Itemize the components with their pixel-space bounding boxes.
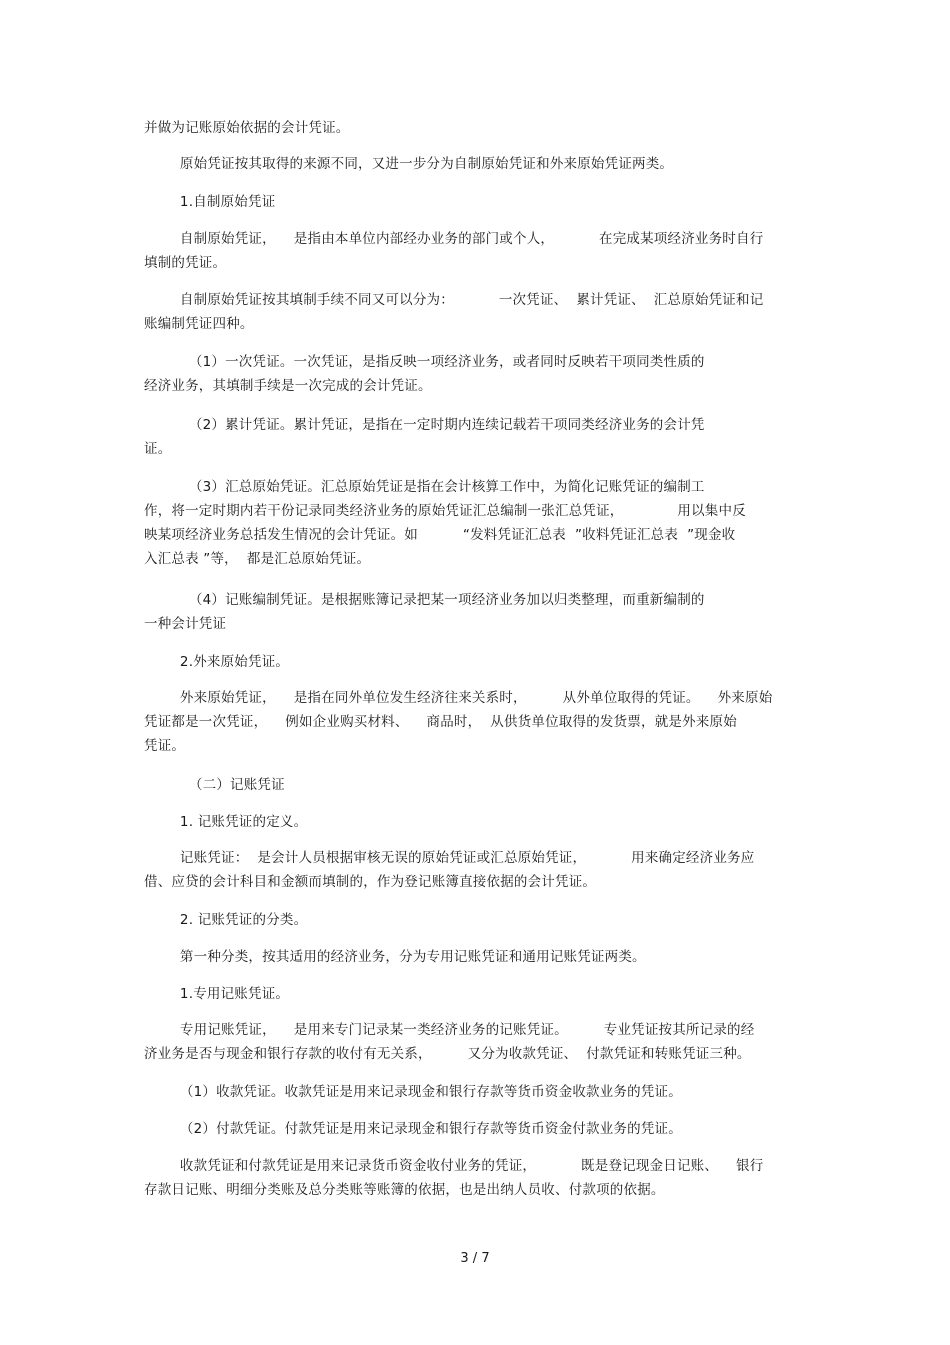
text-line: 2. 记账凭证的分类。 <box>144 912 308 928</box>
paragraph <box>144 116 804 140</box>
section-heading <box>144 190 804 214</box>
text-line: 映某项经济业务总括发生情况的会计凭证。如 “发料凭证汇总表 ”收料凭证汇总表 ”现金收 <box>144 527 736 543</box>
text-line: 专用记账凭证， 是用来专门记录某一类经济业务的记账凭证。 专业凭证按其所记录的经 <box>144 1022 755 1038</box>
text-line: （1）收款凭证。收款凭证是用来记录现金和银行存款等货币资金收款业务的凭证。 <box>144 1084 682 1100</box>
text-line: 2.外来原始凭证。 <box>144 654 290 670</box>
text-line: 收款凭证和付款凭证是用来记录货币资金收付业务的凭证， 既是登记现金日记账、 银行 <box>144 1158 764 1174</box>
text-line: 自制原始凭证按其填制手续不同又可以分为： 一次凭证、 累计凭证、 汇总原始凭证和记 <box>144 292 764 308</box>
text-line: 济业务是否与现金和银行存款的收付有无关系， 又分为收款凭证、 付款凭证和转账凭证三种。 <box>144 1046 751 1062</box>
text-line: 一种会计凭证 <box>144 616 227 632</box>
text-line: 1. 记账凭证的定义。 <box>144 814 308 830</box>
paragraph <box>144 475 804 571</box>
paragraph <box>144 1117 804 1141</box>
text-line: （二）记账凭证 <box>144 777 285 793</box>
paragraph <box>144 588 804 636</box>
text-line: 作，将一定时期内若干份记录同类经济业务的原始凭证汇总编制一张汇总凭证， 用以集中反 <box>144 503 746 519</box>
text-line: 入汇总表 ”等， 都是汇总原始凭证。 <box>144 551 371 567</box>
text-line: 外来原始凭证， 是指在同外单位发生经济往来关系时， 从外单位取得的凭证。 外来原始 <box>144 690 773 706</box>
paragraph <box>144 288 804 336</box>
text-line: （3）汇总原始凭证。汇总原始凭证是指在会计核算工作中，为简化记账凭证的编制工 <box>144 479 705 495</box>
page-number: 3 / 7 <box>460 1251 490 1266</box>
paragraph <box>144 846 804 894</box>
text-line: 凭证都是一次凭证， 例如企业购买材料、 商品时， 从供货单位取得的发货票，就是外来原始 <box>144 714 737 730</box>
text-line: 1.自制原始凭证 <box>144 194 276 210</box>
text-line: 并做为记账原始依据的会计凭证。 <box>144 120 350 136</box>
text-line: （2）累计凭证。累计凭证，是指在一定时期内连续记载若干项同类经济业务的会计凭 <box>144 417 705 433</box>
paragraph <box>144 1154 804 1202</box>
paragraph <box>144 1080 804 1104</box>
text-line: 记账凭证： 是会计人员根据审核无误的原始凭证或汇总原始凭证， 用来确定经济业务应 <box>144 850 755 866</box>
text-line: （1）一次凭证。一次凭证，是指反映一项经济业务，或者同时反映若干项同类性质的 <box>144 354 705 370</box>
text-line: 1.专用记账凭证。 <box>144 986 290 1002</box>
paragraph <box>144 413 804 461</box>
text-line: 第一种分类，按其适用的经济业务，分为专用记账凭证和通用记账凭证两类。 <box>144 949 646 965</box>
text-line: 填制的凭证。 <box>144 255 227 271</box>
text-line: （4）记账编制凭证。是根据账簿记录把某一项经济业务加以归类整理，而重新编制的 <box>144 592 705 608</box>
section-heading <box>144 908 804 932</box>
paragraph <box>144 1018 804 1066</box>
text-line: 借、应贷的会计科目和金额而填制的，作为登记账簿直接依据的会计凭证。 <box>144 874 597 890</box>
section-heading <box>144 773 804 797</box>
section-heading <box>144 650 804 674</box>
paragraph <box>144 686 804 758</box>
paragraph <box>144 227 804 275</box>
text-line: 证。 <box>144 441 172 457</box>
text-line: （2）付款凭证。付款凭证是用来记录现金和银行存款等货币资金付款业务的凭证。 <box>144 1121 682 1137</box>
text-line: 原始凭证按其取得的来源不同，又进一步分为自制原始凭证和外来原始凭证两类。 <box>144 156 674 172</box>
paragraph <box>144 945 804 969</box>
text-line: 账编制凭证四种。 <box>144 316 254 332</box>
text-line: 自制原始凭证， 是指由本单位内部经办业务的部门或个人， 在完成某项经济业务时自行 <box>144 231 764 247</box>
text-line: 凭证。 <box>144 738 186 754</box>
section-heading <box>144 982 804 1006</box>
text-line: 经济业务，其填制手续是一次完成的会计凭证。 <box>144 378 432 394</box>
text-line: 存款日记账、明细分类账及总分类账等账簿的依据，也是出纳人员收、付款项的依据。 <box>144 1182 665 1198</box>
paragraph <box>144 152 804 176</box>
paragraph <box>144 350 804 398</box>
section-heading <box>144 810 804 834</box>
